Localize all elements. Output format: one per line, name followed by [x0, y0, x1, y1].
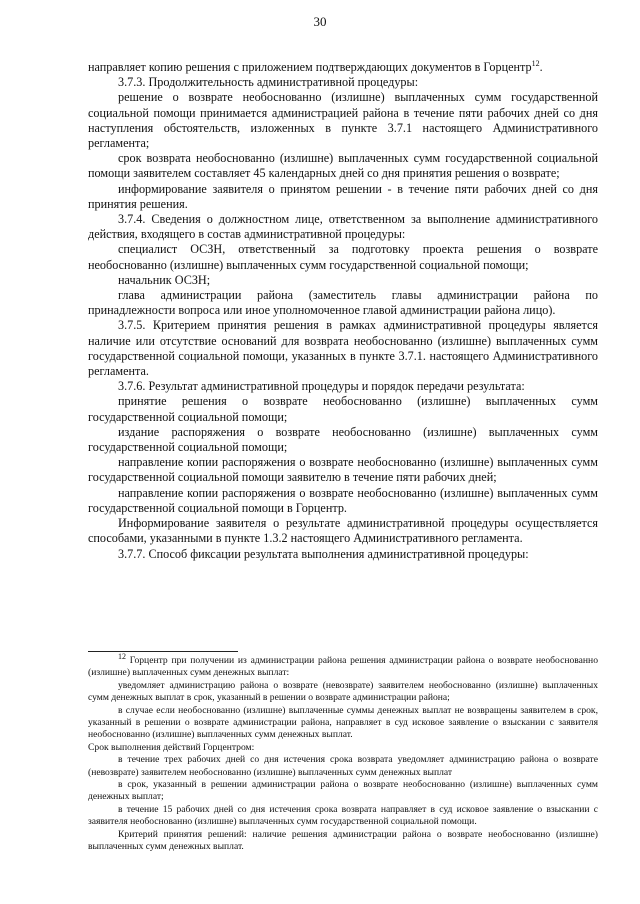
paragraph-end: .: [539, 60, 543, 74]
paragraph-gorcentr-copy: [88, 60, 598, 75]
paragraph-informing-methods: Информирование заявителя о результате административной процедуры осуществляется способами, указанными в пункте 1.3.2 настоящего Административного регламента.: [88, 516, 598, 546]
page-number: 30: [313, 14, 327, 29]
paragraph-informing-term: информирование заявителя о принятом решении - в течение пяти рабочих дней со дня принятия решения.: [88, 181, 598, 211]
paragraph-decision-term: решение о возврате необоснованно (излишне) выплаченных сумм государственной социальной помощи принимается администрацией района в течение пяти рабочих дней со дня наступления обстоятельств, изложенных в пункте 3.7.1 настоящего Административного регламента;: [88, 90, 598, 151]
main-text: [88, 60, 598, 562]
section-3-7-3-heading: 3.7.3. Продолжительность административной процедуры:: [118, 75, 419, 90]
footnote-reference: 12: [531, 58, 540, 68]
paragraph-decision-adoption: принятие решения о возврате необоснованно (излишне) выплаченных сумм государственной социальной помощи;: [88, 394, 598, 424]
section-3-7-4-heading: 3.7.4. Сведения о должностном лице, ответственном за выполнение административного действия, входящего в состав административной процедуры:: [88, 212, 598, 242]
section-3-7-6-heading: 3.7.6. Результат административной процедуры и порядок передачи результата:: [118, 379, 525, 394]
footnote-three-days: в течение трех рабочих дней со дня истечения срока возврата уведомляет администрацию района о возврате (невозврате) заявителем необоснованно (излишне) выплаченных сумм денежных выплат: [88, 754, 598, 778]
paragraph-order-issue: издание распоряжения о возврате необоснованно (излишне) выплаченных сумм государственной социальной помощи;: [88, 424, 598, 455]
paragraph-return-term: срок возврата необоснованно (излишне) выплаченных сумм государственной социальной помощи заявителем составляет 45 календарных дней со дня принятия решения о возврате;: [88, 151, 598, 181]
footnote-notify: уведомляет администрацию района о возврате (невозврате) заявителем необоснованно (излишне) выплаченных сумм денежных выплат в срок, указанный в решении о возврате администрации района;: [88, 679, 598, 704]
footnote-mark: 12: [118, 651, 126, 661]
paragraph-head-oszn: начальник ОСЗН;: [118, 272, 211, 287]
section-3-7-7-heading: 3.7.7. Способ фиксации результата выполнения административной процедуры:: [118, 546, 529, 561]
paragraph-specialist: специалист ОСЗН, ответственный за подготовку проекта решения о возврате необоснованно (излишне) выплаченных сумм государственной социальной помощи;: [88, 242, 598, 272]
footnote-divider: [88, 651, 238, 652]
footnote-court-claim: в случае если необоснованно (излишне) выплаченные суммы денежных выплат не возвращены заявителем в срок, указанный в решении о возврате администрации района, направляет в суд исковое заявление о взыскании с заявителя необоснованно (излишне) выплаченных сумм денежных выплат.: [88, 704, 598, 741]
footnote-text: Горцентр при получении из администрации района решения администрации района о возврате необоснованно (излишне) выплаченных сумм денежных выплат:: [88, 655, 598, 679]
paragraph-copy-to-applicant: направление копии распоряжения о возврате необоснованно (излишне) выплаченных сумм государственной социальной помощи заявителю в течение пяти рабочих дней;: [88, 455, 598, 485]
footnote-12-intro: [88, 651, 598, 680]
section-3-7-5-criterion: 3.7.5. Критерием принятия решения в рамках административной процедуры является наличие или отсутствие оснований для возврата необоснованно (излишне) выплаченных сумм государственной социальной помощи, указанных в пункте 3.7.1. настоящего Административного регламента.: [88, 318, 598, 379]
footnote-fifteen-days: в течение 15 рабочих дней со дня истечения срока возврата направляет в суд исковое заявление о взыскании с заявителя необоснованно (излишне) выплаченных сумм государственной социальной помощи.: [88, 803, 598, 828]
footnote-deadlines-heading: Срок выполнения действий Горцентром:: [88, 741, 255, 753]
footnote-criterion: Критерий принятия решений: наличие решения администрации района о возврате необоснованно (излишне) выплаченных сумм денежных выплат.: [88, 828, 598, 853]
footnotes: [88, 651, 598, 854]
paragraph-district-head: глава администрации района (заместитель главы администрации района по принадлежности вопроса или иное уполномоченное главой администрации района лицо).: [88, 288, 598, 318]
paragraph-copy-to-gorcentr: направление копии распоряжения о возврате необоснованно (излишне) выплаченных сумм государственной социальной помощи в Горцентр.: [88, 485, 598, 515]
footnote-in-term: в срок, указанный в решении администрации района о возврате необоснованно (излишне) выплаченных сумм денежных выплат;: [88, 779, 598, 803]
paragraph-text: направляет копию решения с приложением подтверждающих документов в Горцентр: [88, 60, 532, 74]
